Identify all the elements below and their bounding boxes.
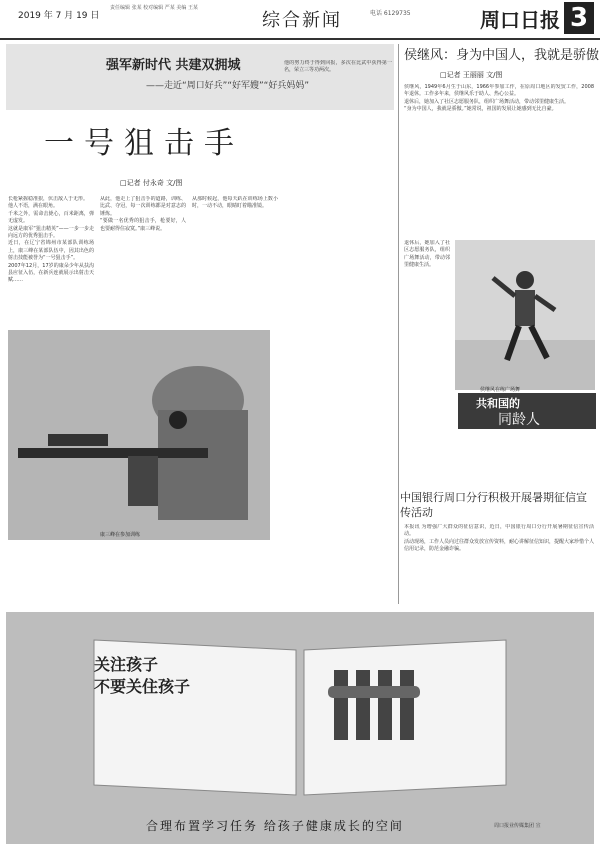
- story-kicker: 强军新时代 共建双拥城: [106, 58, 241, 73]
- ad-slogan-1: 关注孩子: [94, 655, 159, 674]
- body-column-1: [8, 196, 94, 326]
- story-subhead: ——走近“周口好兵”“好军嫂”“好兵妈妈”: [146, 81, 309, 91]
- soldier-photo: [8, 330, 270, 540]
- right-story-body-narrow: [404, 240, 450, 430]
- issue-date: 2019 年 7 月 19 日: [18, 11, 100, 21]
- paragraph: 退休后，她加入了社区志愿服务队，组织广场舞活动，带动邻里健康生活。: [404, 240, 450, 269]
- body-column-4: [284, 60, 392, 550]
- paragraph: 千米之外，需命击毙心，百米距离，弹无虚发。: [8, 210, 94, 225]
- ad-slogan-2: 不要关住孩子: [94, 677, 191, 696]
- banner-line-2: 同龄人: [498, 412, 540, 428]
- public-service-ad: [6, 612, 594, 844]
- paragraph: 他的努力终于得到回报，多次在比武中获得第一名，荣立三等功两次。: [284, 60, 392, 74]
- section-title: 综合新闻: [262, 10, 342, 31]
- paragraph: 近日，在辽宁省锦州市某部队训练场上，康三峰在某部队伍中，因其出色的射击技能被誉为“一号狙击手”。: [8, 240, 94, 262]
- dancer-photo-caption: 侯继风在练广场舞: [480, 387, 521, 393]
- bank-story-body: [404, 524, 594, 604]
- editor-info: 责任编辑 张某 校对编辑 严某 美编 王某: [110, 5, 198, 11]
- ad-bottom-text: 合理布置学习任务 给孩子健康成长的空间: [146, 819, 404, 833]
- banner-line-1: 共和国的: [476, 397, 520, 410]
- right-story-title: 侯继风：身为中国人，我就是骄傲: [404, 48, 600, 63]
- phone-info: 电话 6129735: [370, 10, 411, 17]
- right-story-byline: □记者 王丽丽 文/图: [440, 71, 503, 79]
- paragraph: 侯继风，1949年6月生于山东，1966年参加工作，在原周口地区的发贸工作，2008年退休。工作多年来，侯继风乐于助人、热心公益。: [404, 84, 594, 98]
- paragraph: “身为中国人，我就是骄傲。”她常说，祖国的发展让她感到无比自豪。: [404, 106, 557, 113]
- photo-caption: 康三峰在参加训练: [100, 532, 141, 538]
- paragraph: 长枪紧握稳准狠，伏击敌人于无形。: [8, 196, 89, 202]
- story-byline: □记者 付永奇 文/图: [120, 179, 183, 187]
- column-divider: [398, 44, 399, 604]
- paragraph: 他人不语，满在眼角。: [8, 203, 59, 210]
- series-banner: [458, 393, 596, 429]
- paragraph: 从此，他走上了狙击手的道路，训练、比武、夺冠，每一次训练都是对意志的锤炼。: [100, 196, 186, 217]
- paragraph: “要做一名优秀的狙击手，枪要好，人也要耐得住寂寞。”康三峰说。: [100, 218, 186, 232]
- paragraph: 这就是康军“狙击精英”——一步一步走向远方的优秀狙击手。: [8, 225, 94, 240]
- paragraph: 2007年12月，17岁的康朵少年从扶沟县应征入伍，在新兵连就展示出射击天赋……: [8, 262, 94, 284]
- paragraph: 活动现场，工作人员向过往群众发放宣传资料，耐心讲解征信知识，提醒大家珍惜个人信用记录，防范金融诈骗。: [404, 538, 594, 553]
- bank-story-title: 中国银行周口分行积极开展暑期征信宣传活动: [400, 491, 587, 519]
- body-column-3: [192, 196, 278, 326]
- page-number: 3: [564, 2, 594, 34]
- ad-credit: 周口报业传媒集团 宣: [494, 823, 541, 829]
- dancer-photo: [455, 240, 595, 390]
- paragraph: 从那时候起，他每天趴在训练场上数小时，一动不动，眼睛盯着瞄准镜。: [192, 196, 278, 210]
- story-title: 一号狙击手: [44, 126, 244, 161]
- sniper-illustration: [8, 330, 270, 540]
- dancer-illustration: [455, 240, 595, 390]
- page-header: [0, 0, 600, 40]
- body-column-2: [100, 196, 186, 326]
- paragraph: 本报讯 为增强广大群众的征信意识，近日，中国银行周口分行开展暑期征信宣传活动。: [404, 524, 594, 538]
- paragraph: 退休后，她加入了社区志愿服务队，组织广场舞活动，带动邻里健康生活。: [404, 98, 570, 105]
- right-story-body: [404, 84, 594, 234]
- paper-name: 周口日报: [480, 8, 560, 32]
